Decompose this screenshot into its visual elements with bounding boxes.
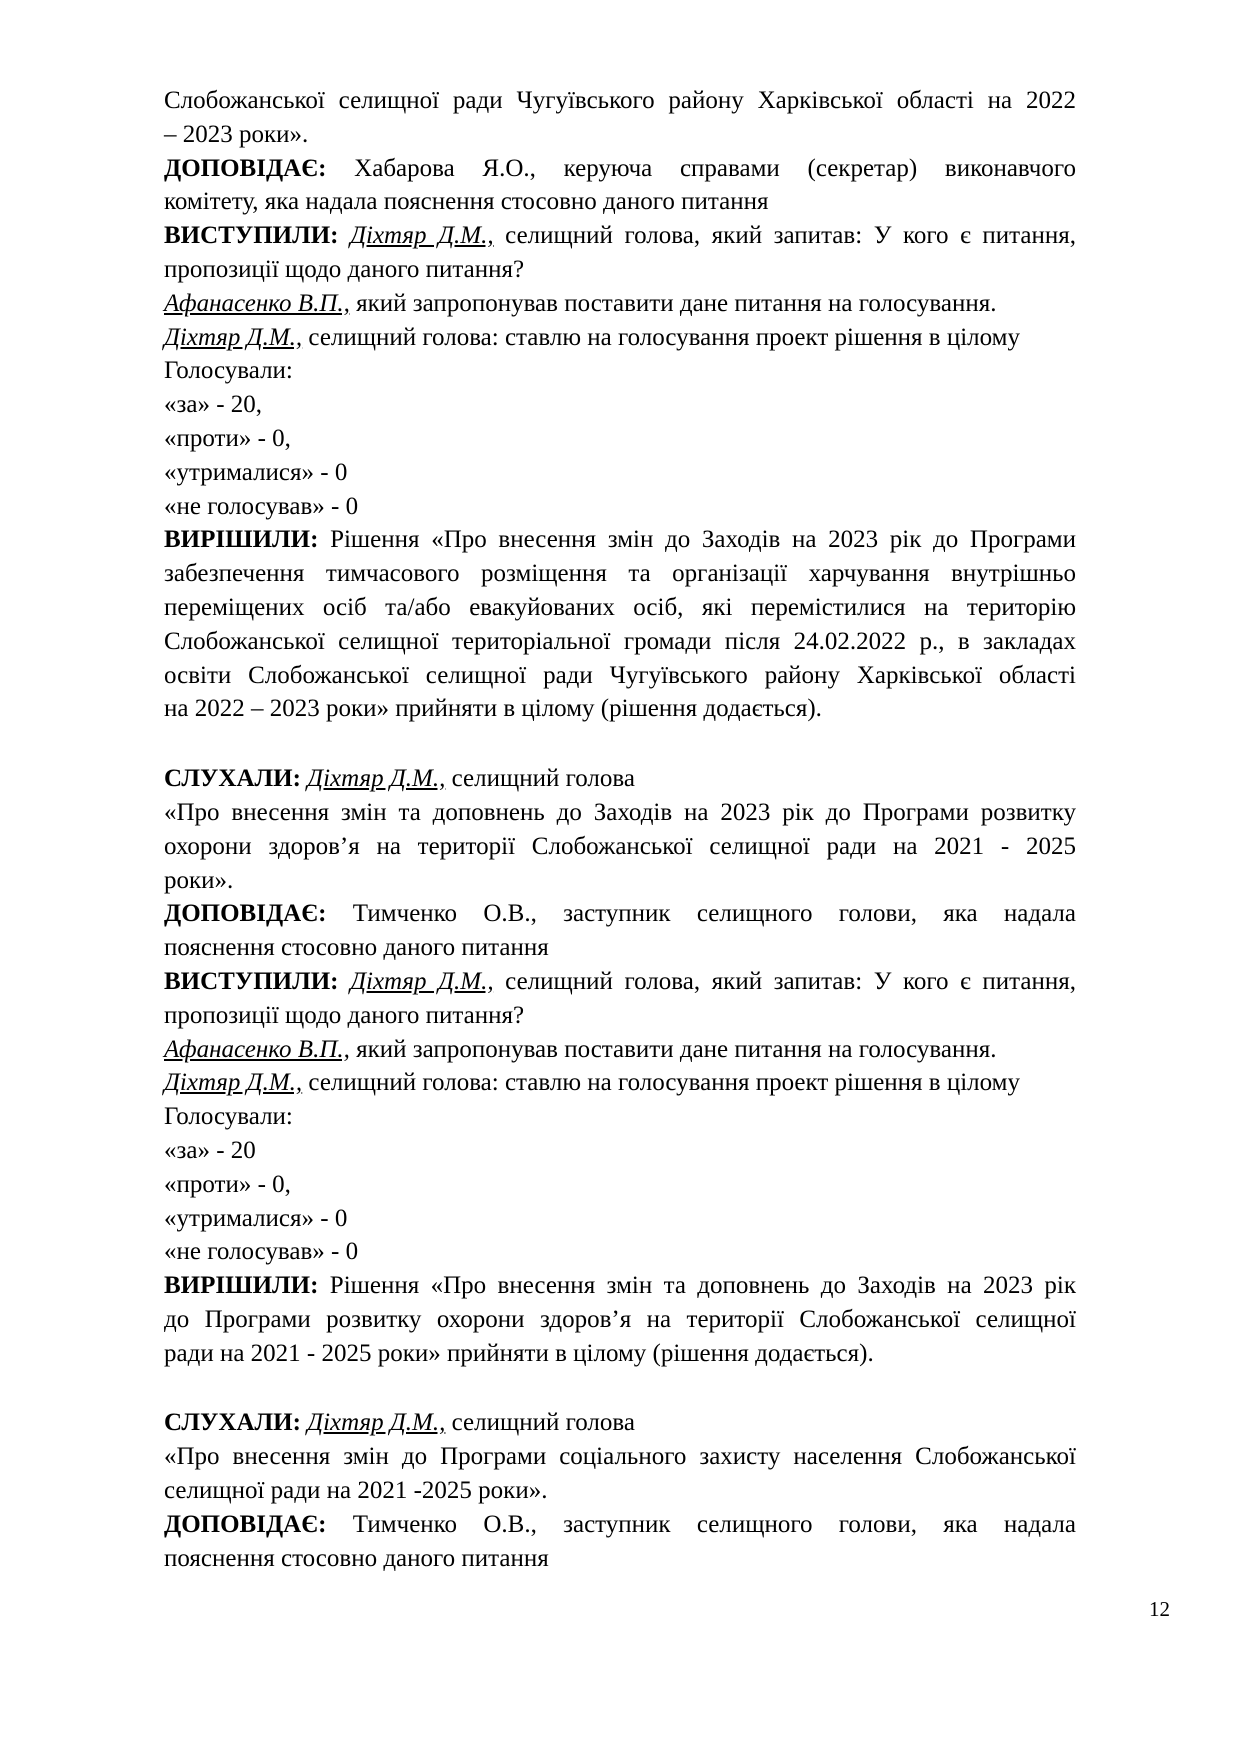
text-line: пропозиції щодо даного питання? (164, 1001, 525, 1029)
page-number: 12 (1149, 1597, 1170, 1621)
speaker-text: селищний голова (445, 1409, 635, 1437)
speaker-text: селищний голова: ставлю на голосування проект рішення в цілому (302, 1069, 1020, 1097)
votes-heading: Голосували: (164, 357, 293, 385)
text-line: Слобожанської селищної територіальної громади після 24.02.2022 р., в закладах (164, 627, 1076, 655)
section-label-sluhaly: СЛУХАЛИ: (164, 1409, 301, 1437)
heard-line (164, 1406, 1076, 1440)
section-label-vystupyly: ВИСТУПИЛИ: (164, 222, 339, 250)
vote-abstain: «утрималися» - 0 (164, 458, 348, 486)
person-name: Діхтяр Д.М., (350, 222, 494, 250)
votes-heading: Голосували: (164, 1103, 293, 1131)
vote-abstain: «утрималися» - 0 (164, 1204, 348, 1232)
text-line: охорони здоров’я на території Слобожанської селищної ради на 2021 - 2025 (164, 832, 1076, 860)
person-name: Діхтяр Д.М., (164, 1069, 303, 1097)
speaker-line (164, 152, 1076, 186)
text-line: пояснення стосовно даного питання (164, 1544, 549, 1572)
text-line: переміщених осіб та/або евакуйованих осіб, які перемістилися на територію (164, 593, 1076, 621)
speaker-text: який запропонував поставити дане питання на голосування. (349, 289, 997, 317)
text-line: освіти Слобожанської селищної ради Чугуївського району Харківської області (164, 661, 1076, 689)
speaker-line (164, 1508, 1076, 1542)
person-name: Афанасенко В.П., (164, 1035, 350, 1063)
text-line: забезпечення тимчасового розміщення та організації харчування внутрішньо (164, 560, 1076, 588)
speaker-text: який запропонував поставити дане питання на голосування. (349, 1035, 997, 1063)
speaker-text: Хабарова Я.О., керуюча справами (секретар) виконавчого (326, 154, 1076, 182)
person-name: Діхтяр Д.М., (164, 323, 303, 351)
text-line: «Про внесення змін та доповнень до Заходів на 2023 рік до Програми розвитку (164, 798, 1076, 826)
speaker-line (164, 287, 1076, 321)
section-label-vyrishyly: ВИРІШИЛИ: (164, 1272, 319, 1300)
text-line: роки». (164, 866, 234, 894)
text-line: комітету, яка надала пояснення стосовно даного питання (164, 188, 769, 216)
text-line: до Програми розвитку охорони здоров’я на території Слобожанської селищної (164, 1305, 1076, 1333)
decision-line (164, 523, 1076, 557)
person-name: Афанасенко В.П., (164, 289, 350, 317)
text-line: селищної ради на 2021 -2025 роки». (164, 1477, 548, 1505)
text-line: на 2022 – 2023 роки» прийняти в цілому (рішення додається). (164, 695, 822, 723)
text-line: ради на 2021 - 2025 роки» прийняти в цілому (рішення додається). (164, 1339, 874, 1367)
vote-for: «за» - 20, (164, 391, 263, 419)
vote-for: «за» - 20 (164, 1136, 256, 1164)
speaker-text: селищний голова, який запитав: У кого є питання, (493, 222, 1077, 250)
heard-line (164, 762, 1076, 796)
vote-against: «проти» - 0, (164, 424, 291, 452)
speaker-text: Тимченко О.В., заступник селищного голови, яка надала (326, 900, 1076, 928)
vote-against: «проти» - 0, (164, 1170, 291, 1198)
text-line: Слобожанської селищної ради Чугуївського району Харківської області на 2022 (164, 87, 1076, 114)
section-label-vystupyly: ВИСТУПИЛИ: (164, 967, 339, 995)
speaker-line (164, 1033, 1076, 1067)
speaker-line (164, 1066, 1076, 1100)
decision-text: Рішення «Про внесення змін та доповнень до Заходів на 2023 рік (318, 1272, 1076, 1300)
person-name: Діхтяр Д.М., (350, 967, 494, 995)
document-body (164, 84, 1076, 1575)
speaker-text: селищний голова (445, 765, 635, 793)
decision-line (164, 1269, 1076, 1303)
section-label-sluhaly: СЛУХАЛИ: (164, 765, 301, 793)
speaker-text: селищний голова, який запитав: У кого є питання, (493, 967, 1077, 995)
text-line: пояснення стосовно даного питання (164, 934, 549, 962)
person-name: Діхтяр Д.М., (307, 765, 446, 793)
vote-not-voted: «не голосував» - 0 (164, 1238, 359, 1266)
speaker-line (164, 321, 1076, 355)
decision-text: Рішення «Про внесення змін до Заходів на 2023 рік до Програми (318, 526, 1076, 554)
vote-not-voted: «не голосував» - 0 (164, 492, 359, 520)
section-label-dopovidaye: ДОПОВІДАЄ: (164, 154, 327, 182)
text-line: «Про внесення змін до Програми соціального захисту населення Слобожанської (164, 1443, 1076, 1471)
text-line: пропозиції щодо даного питання? (164, 255, 525, 283)
speakers-line (164, 219, 1076, 253)
speaker-text: Тимченко О.В., заступник селищного голови, яка надала (326, 1510, 1076, 1538)
section-label-dopovidaye: ДОПОВІДАЄ: (164, 900, 327, 928)
paragraph-gap (164, 726, 1076, 762)
speaker-line (164, 897, 1076, 931)
section-label-vyrishyly: ВИРІШИЛИ: (164, 526, 319, 554)
person-name: Діхтяр Д.М., (307, 1409, 446, 1437)
speakers-line (164, 965, 1076, 999)
section-label-dopovidaye: ДОПОВІДАЄ: (164, 1510, 327, 1538)
text-line: – 2023 роки». (164, 120, 309, 148)
paragraph-gap (164, 1370, 1076, 1406)
speaker-text: селищний голова: ставлю на голосування проект рішення в цілому (302, 323, 1020, 351)
